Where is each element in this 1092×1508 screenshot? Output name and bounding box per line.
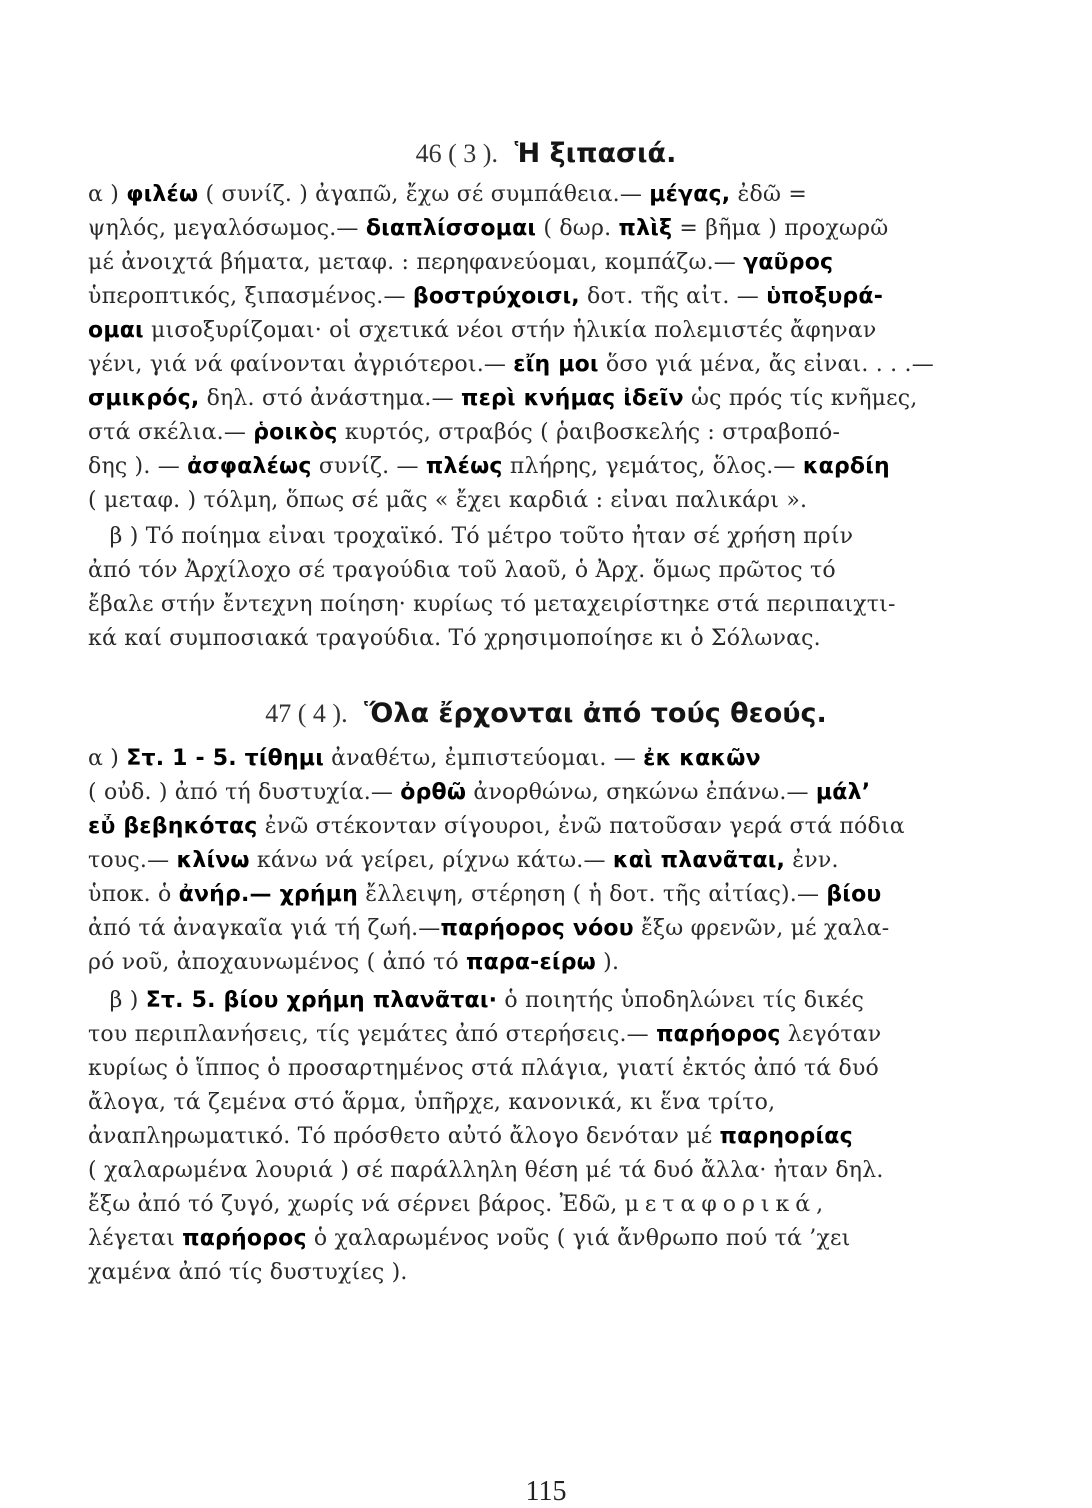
section-47-heading (0, 698, 1092, 729)
section-47-title: Ὅλα ἔρχονται ἀπό τούς θεούς. (364, 698, 827, 729)
text-line: ἀπό τόν Ἀρχίλοχο σέ τραγούδια τοῦ λαοῦ, ὁ Ἀρχ. ὅμως πρῶτος τό (88, 558, 836, 583)
text-line: στά σκέλια.— ῥοικὸς κυρτός, στραβός ( ῥαιβοσκελής : στραβοπό- (88, 420, 841, 445)
text-line: α ) φιλέω ( συνίζ. ) ἀγαπῶ, ἔχω σέ συμπάθεια.— μέγας, ἐδῶ = (88, 182, 807, 207)
text-line: ψηλός, μεγαλόσωμος.— διαπλίσσομαι ( δωρ. πλὶξ = βῆμα ) προχωρῶ (88, 216, 889, 241)
text-line: γένι, γιά νά φαίνονται ἀγριότεροι.— εἴη μοι ὅσο γιά μένα, ἄς εἶναι. . . .— (88, 352, 934, 377)
text-line: δης ). — ἀσφαλέως συνίζ. — πλέως πλήρης, γεμάτος, ὅλος.— καρδίη (88, 454, 890, 479)
text-line: εὖ βεβηκότας ἐνῶ στέκονταν σίγουροι, ἐνῶ πατοῦσαν γερά στά πόδια (88, 814, 905, 839)
text-line: ὑποκ. ὁ ἀνήρ.— χρήμη ἔλλειψη, στέρηση ( ἡ δοτ. τῆς αἰτίας).— βίου (88, 882, 882, 907)
section-46-title: Ἡ ξιπασιά. (514, 138, 677, 169)
text-line: α ) Στ. 1 - 5. τίθημι ἀναθέτω, ἐμπιστεύομαι. — ἐκ κακῶν (88, 746, 761, 771)
text-line: ὑπεροπτικός, ξιπασμένος.— βοστρύχοισι, δοτ. τῆς αἰτ. — ὑποξυρά- (88, 284, 884, 309)
text-line: λέγεται παρήορος ὁ χαλαρωμένος νοῦς ( γιά ἄνθρωπο πού τά ’χει (88, 1226, 851, 1251)
text-line: κυρίως ὁ ἵππος ὁ προσαρτημένος στά πλάγια, γιατί ἐκτός ἀπό τά δυό (88, 1056, 880, 1081)
text-line: β ) Στ. 5. βίου χρήμη πλανᾶται· ὁ ποιητής ὑποδηλώνει τίς δικές (109, 988, 865, 1013)
section-46-heading (0, 138, 1092, 169)
page-number: 115 (525, 1476, 567, 1507)
text-line: σμικρός, δηλ. στό ἀνάστημα.— περὶ κνήμας ἰδεῖν ὡς πρός τίς κνῆμες, (88, 386, 918, 411)
text-line: ( χαλαρωμένα λουριά ) σέ παράλληλη θέση μέ τά δυό ἄλλα· ἦταν δηλ. (88, 1158, 884, 1183)
section-47-number: 47 ( 4 ). (265, 699, 348, 728)
text-line: ἔξω ἀπό τό ζυγό, χωρίς νά σέρνει βάρος. Ἐδῶ, μεταφορικά, (88, 1192, 830, 1217)
text-line: ομαι μισοξυρίζομαι· οἱ σχετικά νέοι στήν ἡλικία πολεμιστές ἄφηναν (88, 318, 877, 343)
text-line: ἀναπληρωματικό. Τό πρόσθετο αὐτό ἄλογο δενόταν μέ παρηορίας (88, 1124, 853, 1149)
text-line: ( μεταφ. ) τόλμη, ὅπως σέ μᾶς « ἔχει καρδιά : εἶναι παλικάρι ». (88, 488, 808, 513)
section-46-number: 46 ( 3 ). (415, 139, 498, 168)
text-line: χαμένα ἀπό τίς δυστυχίες ). (88, 1260, 408, 1285)
text-line: ρό νοῦ, ἀποχαυνωμένος ( ἀπό τό παρα-είρω ). (88, 950, 620, 975)
text-line: κά καί συμποσιακά τραγούδια. Τό χρησιμοποίησε κι ὁ Σόλωνας. (88, 626, 821, 651)
text-line: β ) Τό ποίημα εἶναι τροχαϊκό. Τό μέτρο τοῦτο ἦταν σέ χρήση πρίν (109, 524, 854, 549)
text-line: ἄλογα, τά ζεμένα στό ἅρμα, ὑπῆρχε, κανονικά, κι ἕνα τρίτο, (88, 1090, 776, 1115)
text-line: ( οὐδ. ) ἀπό τή δυστυχία.— ὀρθῶ ἀνορθώνω, σηκώνω ἐπάνω.— μάλ’ (88, 780, 871, 805)
text-line: του περιπλανήσεις, τίς γεμάτες ἀπό στερήσεις.— παρήορος λεγόταν (88, 1022, 882, 1047)
text-line: τους.— κλίνω κάνω νά γείρει, ρίχνω κάτω.— καὶ πλανᾶται, ἐνν. (88, 848, 839, 873)
text-line: μέ ἀνοιχτά βήματα, μεταφ. : περηφανεύομαι, κομπάζω.— γαῦρος (88, 250, 834, 275)
text-line: ἀπό τά ἀναγκαῖα γιά τή ζωή.—παρήορος νόου ἔξω φρενῶν, μέ χαλα- (88, 916, 890, 941)
text-line: ἔβαλε στήν ἔντεχνη ποίηση· κυρίως τό μεταχειρίστηκε στά περιπαιχτι- (88, 592, 896, 617)
